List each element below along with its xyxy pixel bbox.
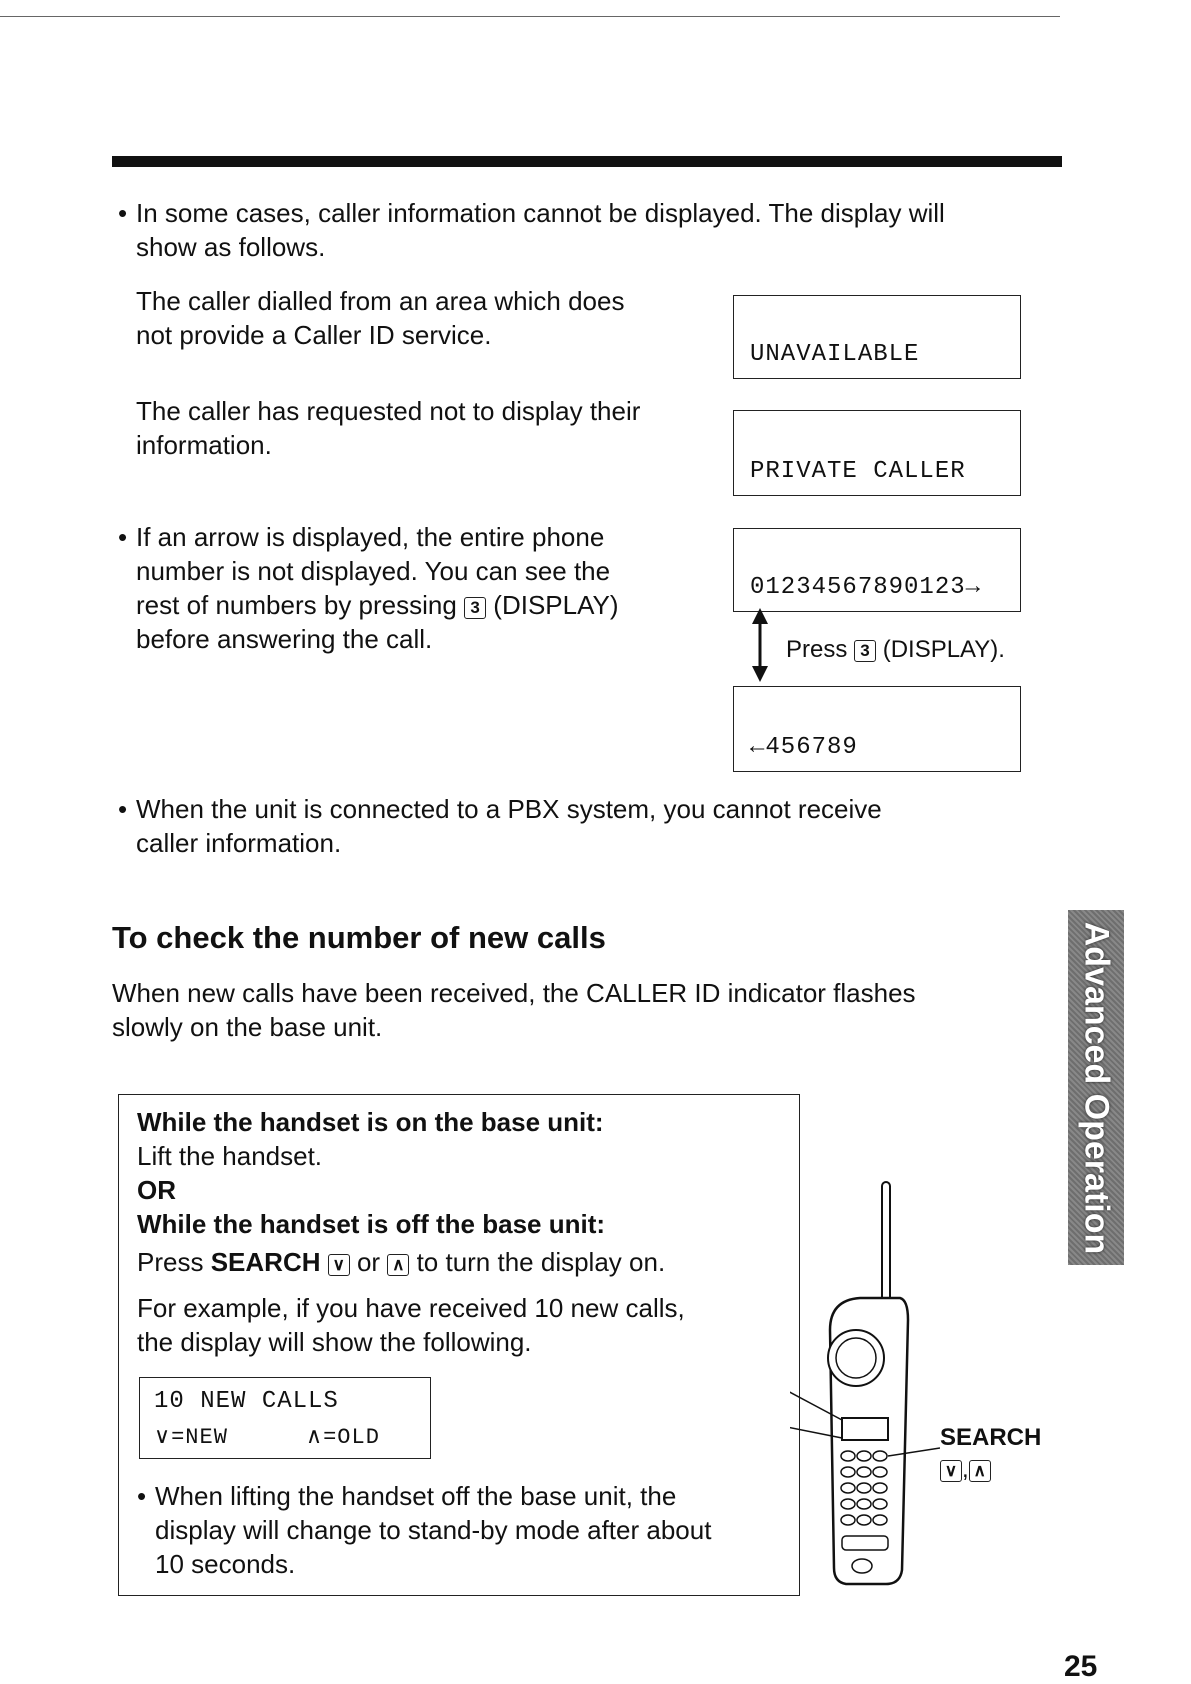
off-base-heading: While the handset is off the base unit:	[137, 1209, 606, 1239]
lift-text: Lift the handset.	[137, 1141, 323, 1171]
lcd-number-part2: ←456789	[733, 686, 1021, 772]
section-intro: When new calls have been received, the CALLER ID indicator flashes slowly on the base unit.	[112, 978, 916, 1042]
bullet-cases-intro: • In some cases, caller information cannot be displayed. The display will show as follows.	[136, 196, 945, 264]
lcd-new-calls: 10 NEW CALLS ∨=NEW ∧=OLD	[139, 1377, 431, 1459]
section-rule	[112, 156, 1062, 167]
up-key-icon: ∧	[969, 1460, 991, 1482]
example-text: For example, if you have received 10 new calls, the display will show the following.	[137, 1293, 685, 1357]
page-number: 25	[1064, 1650, 1098, 1683]
lcd-unavailable: UNAVAILABLE	[733, 295, 1021, 379]
press-display-caption: Press 3 (DISPLAY).	[786, 636, 1005, 663]
chapter-side-tab: Advanced Operation	[1068, 910, 1124, 1265]
handset-search-keys: ∨ , ∧	[940, 1456, 991, 1484]
antenna-icon	[882, 1182, 890, 1312]
press-search-text: Press SEARCH ∨ or ∧ to turn the display on.	[137, 1247, 666, 1277]
top-rule	[0, 16, 1060, 17]
lcd-private-caller: PRIVATE CALLER	[733, 410, 1021, 496]
down-key-icon: ∨	[940, 1460, 962, 1482]
standby-note: • When lifting the handset off the base unit, the display will change to stand-by mode after about 10 seconds.	[155, 1479, 711, 1581]
handset-search-label: SEARCH	[940, 1424, 1042, 1451]
lcd-number-part1: 01234567890123→	[733, 528, 1021, 612]
double-arrow-icon	[748, 608, 772, 682]
section-heading: To check the number of new calls	[112, 920, 606, 955]
handset-illustration	[790, 1180, 940, 1590]
key-3-icon: 3	[854, 640, 876, 662]
bullet-pbx: • When the unit is connected to a PBX system, you cannot receive caller information.	[136, 792, 882, 860]
bullet-arrow: • If an arrow is displayed, the entire phone number is not displayed. You can see the rest of numbers by pressing 3 (DISPLAY) before answering the call.	[136, 520, 619, 656]
instruction-box	[118, 1094, 800, 1596]
key-3-icon: 3	[464, 597, 486, 619]
private-text: The caller has requested not to display their information.	[136, 396, 641, 460]
up-key-icon: ∧	[387, 1254, 409, 1276]
on-base-heading: While the handset is on the base unit:	[137, 1107, 604, 1137]
or-text: OR	[137, 1175, 176, 1205]
no-service-text: The caller dialled from an area which does not provide a Caller ID service.	[136, 286, 625, 350]
down-key-icon: ∨	[328, 1254, 350, 1276]
